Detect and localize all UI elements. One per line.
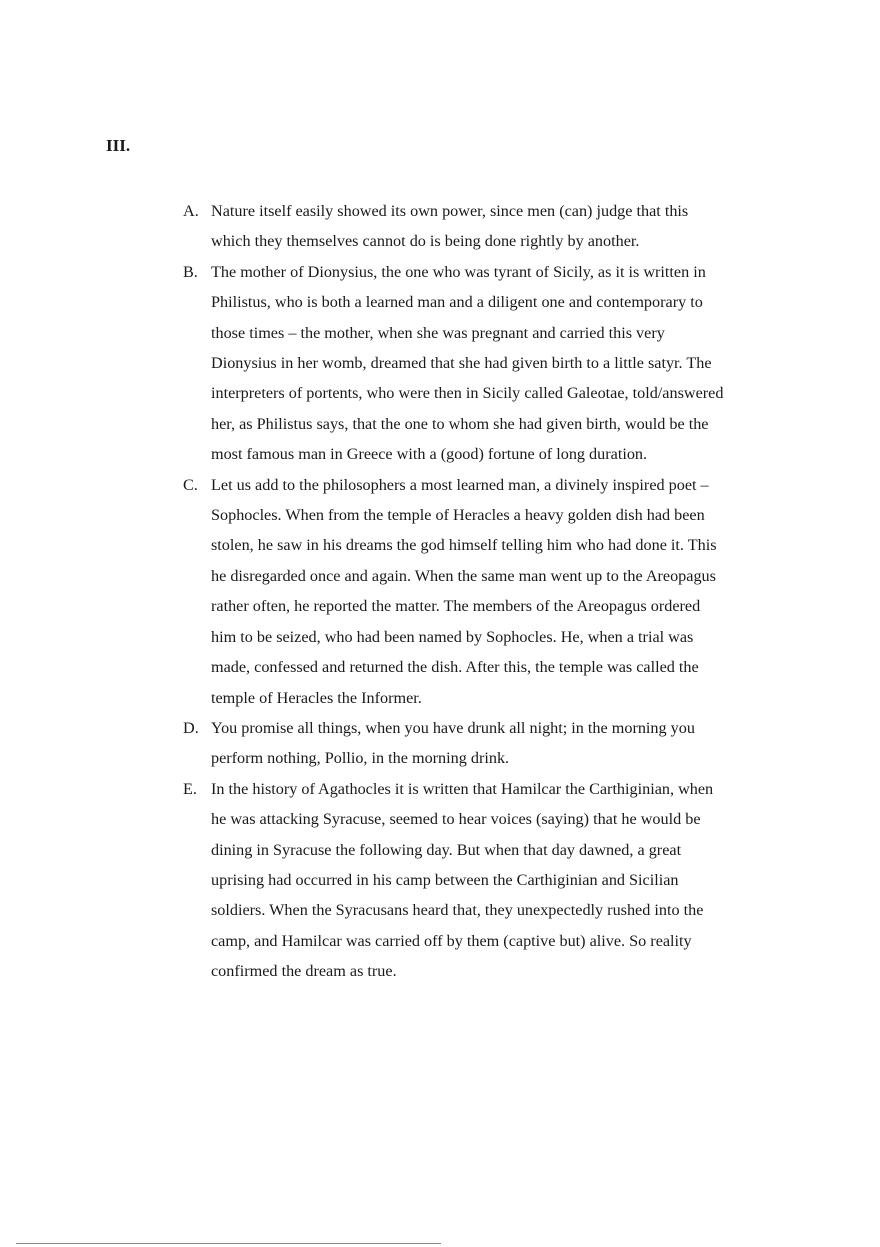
passage-text [211, 774, 783, 987]
passage-text [211, 713, 783, 774]
text-line: camp, and Hamilcar was carried off by them (captive but) alive. So reality [211, 931, 692, 950]
passage-letter: B. [183, 262, 198, 281]
section-heading: III. [106, 136, 131, 155]
text-line: perform nothing, Pollio, in the morning drink. [211, 749, 510, 768]
text-line: soldiers. When the Syracusans heard that, they unexpectedly rushed into the [211, 901, 704, 920]
text-line: most famous man in Greece with a (good) fortune of long duration. [211, 445, 648, 464]
text-line: Philistus, who is both a learned man and a diligent one and contemporary to [211, 293, 703, 312]
text-line: he was attacking Syracuse, seemed to hear voices (saying) that he would be [211, 810, 701, 829]
text-line: Sophocles. When from the temple of Heracles a heavy golden dish had been [211, 506, 705, 525]
text-line: Let us add to the philosophers a most learned man, a divinely inspired poet – [211, 475, 709, 494]
text-line: Nature itself easily showed its own power, since men (can) judge that this [211, 202, 689, 220]
passage-list [183, 196, 783, 987]
footnote-separator [16, 1243, 441, 1244]
text-line: The mother of Dionysius, the one who was tyrant of Sicily, as it is written in [211, 262, 706, 281]
text-line: which they themselves cannot do is being done rightly by another. [211, 232, 640, 251]
passage-e [183, 774, 783, 987]
text-line: uprising had occurred in his camp between the Carthiginian and Sicilian [211, 870, 679, 889]
passage-letter: E. [183, 779, 197, 798]
text-line: stolen, he saw in his dreams the god himself telling him who had done it. This [211, 536, 717, 555]
text-line: those times – the mother, when she was pregnant and carried this very [211, 323, 665, 342]
text-line: In the history of Agathocles it is written that Hamilcar the Carthiginian, when [211, 779, 714, 798]
text-line: rather often, he reported the matter. The members of the Areopagus ordered [211, 597, 701, 616]
passage-text [211, 470, 783, 713]
passage-text [211, 257, 783, 470]
text-line: You promise all things, when you have drunk all night; in the morning you [211, 718, 695, 737]
passage-text [211, 196, 783, 257]
passage-letter: A. [183, 202, 199, 220]
text-line: dining in Syracuse the following day. But when that day dawned, a great [211, 840, 682, 859]
passage-letter: C. [183, 475, 198, 494]
text-line: Dionysius in her womb, dreamed that she had given birth to a little satyr. The [211, 354, 712, 373]
text-line: him to be seized, who had been named by Sophocles. He, when a trial was [211, 627, 694, 646]
text-line: confirmed the dream as true. [211, 962, 397, 981]
text-line: interpreters of portents, who were then in Sicily called Galeotae, told/answered [211, 384, 724, 403]
passage-b [183, 257, 783, 470]
text-line: he disregarded once and again. When the same man went up to the Areopagus [211, 566, 716, 585]
text-line: her, as Philistus says, that the one to whom she had given birth, would be the [211, 414, 709, 433]
passage-c [183, 470, 783, 713]
text-line: temple of Heracles the Informer. [211, 688, 422, 707]
text-line: made, confessed and returned the dish. After this, the temple was called the [211, 658, 699, 677]
passage-letter: D. [183, 718, 199, 737]
passage-d [183, 713, 783, 774]
passage-a [183, 196, 783, 257]
